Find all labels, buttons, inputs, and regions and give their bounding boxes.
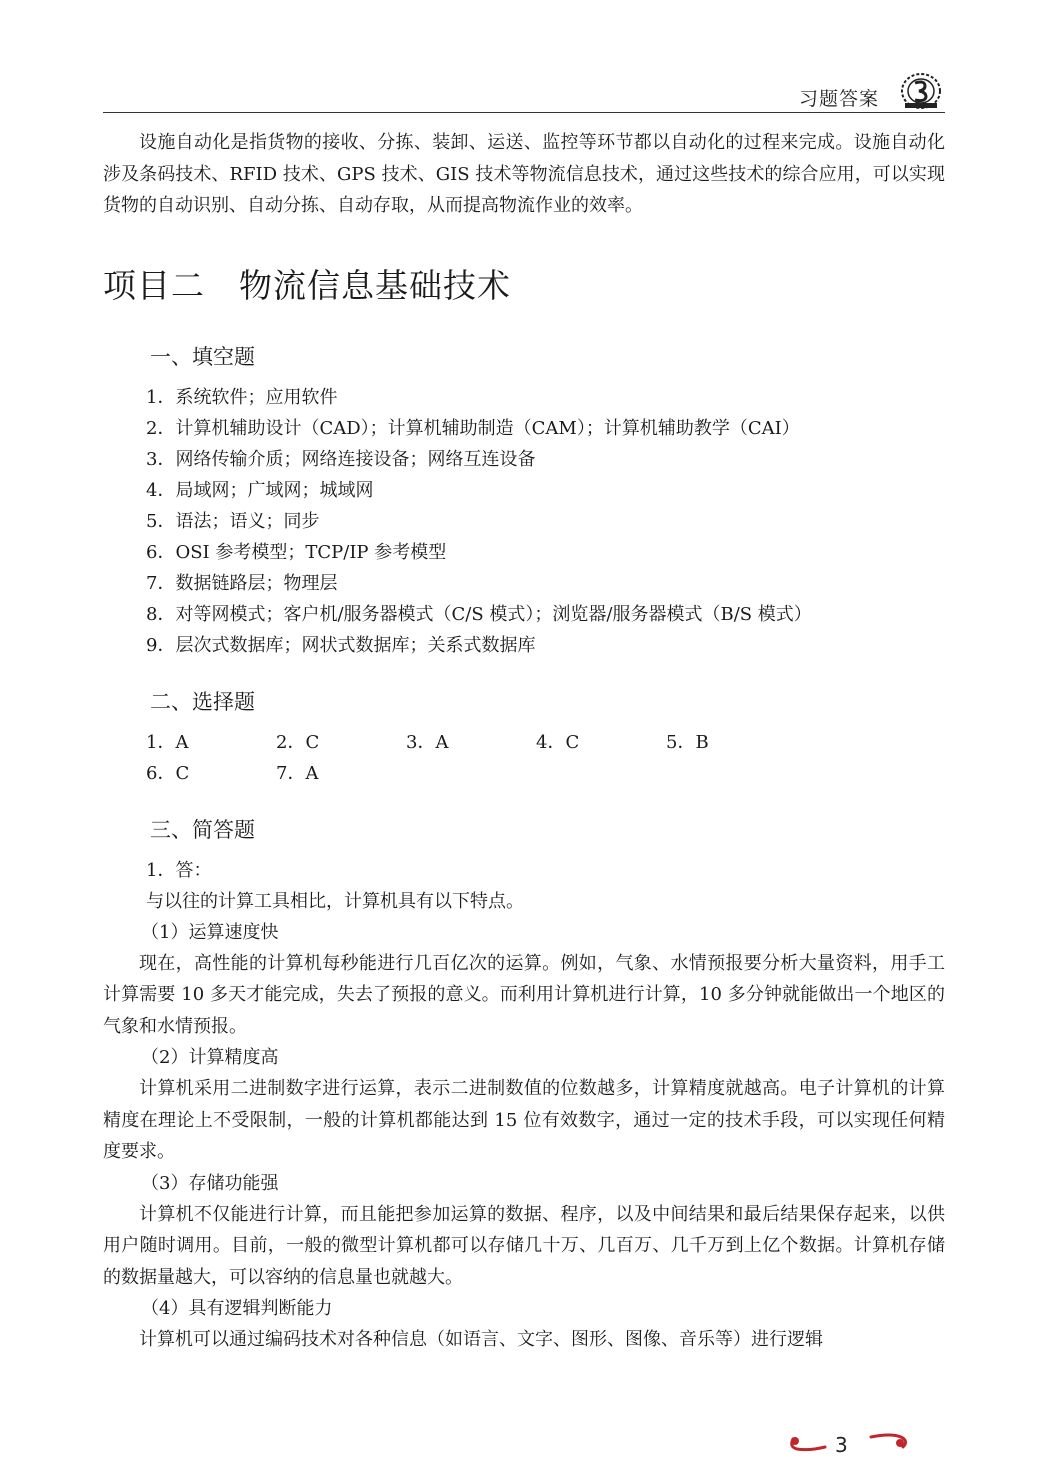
publisher-logo-icon: [899, 72, 943, 110]
fill-in-item: 2．计算机辅助设计（CAD）；计算机辅助制造（CAM）；计算机辅助教学（CAI）: [146, 417, 800, 439]
right-swirl-icon: [867, 1429, 913, 1459]
point-text: 现在，高性能的计算机每秒能进行几百亿次的运算。例如，气象、水情预报要分析大量资料，用手工计算需要 10 多天才能完成，失去了预报的意义。而利用计算机进行计算，10 多分钟就能做出一个地区的气象和水情预报。: [103, 952, 945, 1037]
choice-answer: 1．A: [146, 731, 189, 753]
fill-in-item: 8．对等网模式；客户机/服务器模式（C/S 模式）；浏览器/服务器模式（B/S 模式）: [146, 603, 812, 625]
page-footer: [785, 1425, 915, 1465]
fill-in-item: 6．OSI 参考模型；TCP/IP 参考模型: [146, 541, 447, 563]
choice-answer: 7．A: [276, 762, 319, 784]
fill-in-item: 3．网络传输介质；网络连接设备；网络互连设备: [146, 448, 536, 470]
choice-answer-row: [146, 727, 945, 758]
choice-answer: 6．C: [146, 762, 190, 784]
point-heading: （4）具有逻辑判断能力: [141, 1298, 333, 1319]
choice-answer-row: [146, 758, 945, 789]
choice-answer: 5．B: [666, 731, 709, 753]
point-heading: （3）存储功能强: [141, 1172, 279, 1194]
point-text: 计算机可以通过编码技术对各种信息（如语言、文字、图形、图像、音乐等）进行逻辑: [139, 1329, 823, 1350]
choice-answer: 4．C: [536, 731, 580, 753]
fill-in-item: 4．局域网；广域网；城域网: [146, 479, 374, 501]
point-heading: （2）计算精度高: [141, 1047, 279, 1068]
header-rule: [103, 112, 945, 113]
header-title: 习题答案: [798, 88, 879, 110]
chapter-title: 项目二 物流信息基础技术: [103, 265, 511, 305]
point-heading: （1）运算速度快: [141, 921, 279, 943]
page-header: [103, 72, 945, 112]
section-title-fill-in: 一、填空题: [150, 344, 255, 369]
section-title-choice: 二、选择题: [150, 689, 255, 714]
left-swirl-icon: [787, 1431, 829, 1461]
fill-in-item: 5．语法；语义；同步: [146, 510, 320, 532]
fill-in-item: 7．数据链路层；物理层: [146, 572, 338, 594]
fill-in-item: 9．层次式数据库；网状式数据库；关系式数据库: [146, 634, 536, 656]
point-text: 计算机不仅能进行计算，而且能把参加运算的数据、程序，以及中间结果和最后结果保存起来，以供用户随时调用。目前，一般的微型计算机都可以存储几十万、几百万、几千万到上亿个数据。计算机存储的数据量越大，可以容纳的信息量也就越大。: [103, 1203, 945, 1288]
question-label: 1．答：: [146, 859, 212, 881]
fill-in-item: 1．系统软件；应用软件: [146, 386, 338, 408]
point-text: 计算机采用二进制数字进行运算，表示二进制数值的位数越多，计算精度就越高。电子计算机的计算精度在理论上不受限制，一般的计算机都能达到 15 位有效数字，通过一定的技术手段，可以实现任何精度要求。: [103, 1078, 945, 1162]
choice-answer: 3．A: [406, 731, 449, 753]
intro-paragraph: 设施自动化是指货物的接收、分拣、装卸、运送、监控等环节都以自动化的过程来完成。设施自动化涉及条码技术、RFID 技术、GPS 技术、GIS 技术等物流信息技术，通过这些技术的综合应用，可以实现货物的自动识别、自动分拣、自动存取，从而提高物流作业的效率。: [103, 132, 945, 216]
page-number: 3: [835, 1433, 848, 1457]
page-content: [103, 127, 945, 1356]
answer-intro: 与以往的计算工具相比，计算机具有以下特点。: [146, 890, 524, 912]
choice-answer: 2．C: [276, 731, 320, 753]
section-title-short-answer: 三、简答题: [150, 817, 255, 842]
